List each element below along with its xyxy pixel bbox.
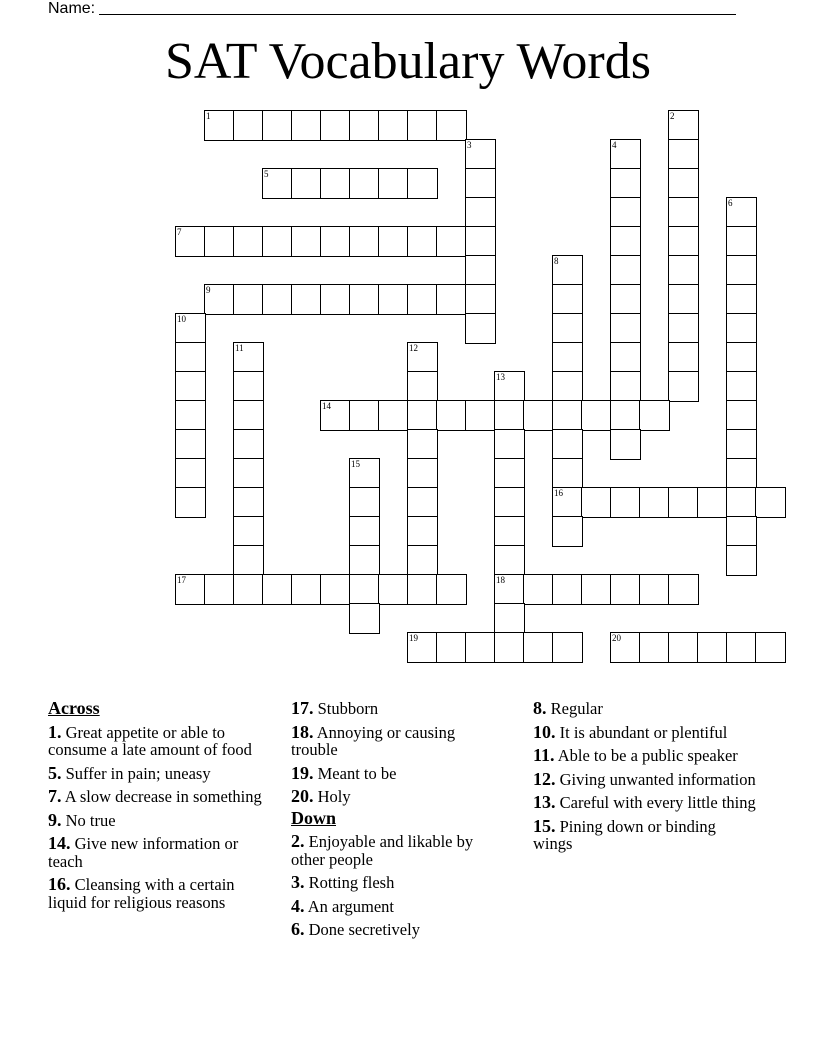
across-clue <box>48 762 276 783</box>
grid-cell[interactable] <box>610 574 641 605</box>
grid-cell[interactable] <box>552 632 583 663</box>
grid-cell[interactable] <box>465 226 496 257</box>
clue-number-label: 6. <box>291 919 305 939</box>
clue-text: Stubborn <box>313 699 379 718</box>
grid-cell[interactable] <box>523 574 554 605</box>
clue-number: 5 <box>264 169 269 179</box>
clue-number-label: 3. <box>291 872 305 892</box>
clue-number: 19 <box>409 633 418 643</box>
grid-cell[interactable] <box>233 400 264 431</box>
grid-cell[interactable] <box>465 168 496 199</box>
across-clue <box>291 788 491 806</box>
grid-cell[interactable] <box>668 313 699 344</box>
grid-cell[interactable] <box>378 284 409 315</box>
grid-cell[interactable] <box>494 458 525 489</box>
grid-cell[interactable] <box>610 226 641 257</box>
grid-cell[interactable] <box>755 487 786 518</box>
grid-cell[interactable] <box>465 139 496 170</box>
grid-cell[interactable] <box>378 226 409 257</box>
clue-number: 11 <box>235 343 244 353</box>
grid-cell[interactable] <box>291 284 322 315</box>
clue-number-label: 7. <box>48 786 62 806</box>
down-clue <box>533 700 758 718</box>
name-line-rule[interactable] <box>99 0 736 15</box>
grid-cell[interactable] <box>668 139 699 170</box>
clue-number-label: 1. <box>48 721 62 742</box>
clue-text: No true <box>61 810 116 830</box>
grid-cell[interactable] <box>291 226 322 257</box>
name-field[interactable] <box>48 0 736 18</box>
grid-cell[interactable] <box>494 632 525 663</box>
across-clue <box>291 700 491 718</box>
down-clue <box>291 895 491 916</box>
clue-text: Regular <box>546 699 603 718</box>
grid-cell[interactable] <box>436 632 467 663</box>
clue-number-label: 14. <box>48 833 71 853</box>
grid-cell[interactable] <box>668 168 699 199</box>
clue-number-label: 16. <box>48 874 71 894</box>
grid-cell[interactable] <box>726 371 757 402</box>
grid-cell[interactable] <box>233 545 264 576</box>
grid-cell[interactable] <box>726 400 757 431</box>
clue-text: Enjoyable and likable by other people <box>291 832 474 869</box>
grid-cell[interactable] <box>349 284 380 315</box>
grid-cell[interactable] <box>233 371 264 402</box>
clue-number: 1 <box>206 111 211 121</box>
grid-cell[interactable] <box>494 516 525 547</box>
clue-text: Annoying or causing trouble <box>291 722 456 759</box>
grid-cell[interactable] <box>320 574 351 605</box>
clue-number-label: 17. <box>291 698 314 718</box>
grid-cell[interactable] <box>465 284 496 315</box>
grid-cell[interactable] <box>378 400 409 431</box>
down-clue <box>291 833 491 868</box>
clue-number-label: 2. <box>291 831 305 851</box>
clue-number-label: 15. <box>533 815 556 836</box>
grid-cell[interactable] <box>726 516 757 547</box>
clues-column-2 <box>291 700 491 945</box>
down-clue-list-continued <box>533 700 758 853</box>
grid-cell[interactable] <box>320 226 351 257</box>
clue-number: 8 <box>554 256 559 266</box>
grid-cell[interactable] <box>262 226 293 257</box>
clue-number: 9 <box>206 285 211 295</box>
clue-text: Meant to be <box>313 763 397 783</box>
grid-cell[interactable] <box>552 313 583 344</box>
grid-cell[interactable] <box>175 226 206 257</box>
across-clue-list-continued <box>291 700 491 806</box>
grid-cell[interactable] <box>233 226 264 257</box>
clue-number: 10 <box>177 314 186 324</box>
grid-cell[interactable] <box>320 400 351 431</box>
grid-cell[interactable] <box>349 168 380 199</box>
clue-text: Give new information or teach <box>48 834 239 871</box>
grid-cell[interactable] <box>349 110 380 141</box>
grid-cell[interactable] <box>262 574 293 605</box>
clue-number: 13 <box>496 372 505 382</box>
grid-cell[interactable] <box>204 574 235 605</box>
grid-cell[interactable] <box>668 255 699 286</box>
grid-cell[interactable] <box>291 168 322 199</box>
grid-cell[interactable] <box>668 197 699 228</box>
grid-cell[interactable] <box>726 197 757 228</box>
across-clue <box>48 835 276 870</box>
clue-number: 3 <box>467 140 472 150</box>
across-heading: Across <box>48 698 100 718</box>
down-clue <box>533 721 758 742</box>
clue-number: 14 <box>322 401 331 411</box>
grid-cell[interactable] <box>610 255 641 286</box>
grid-cell[interactable] <box>407 226 438 257</box>
grid-cell[interactable] <box>610 371 641 402</box>
grid-cell[interactable] <box>436 110 467 141</box>
clue-number: 4 <box>612 140 617 150</box>
grid-cell[interactable] <box>697 487 728 518</box>
grid-cell[interactable] <box>407 342 438 373</box>
grid-cell[interactable] <box>726 313 757 344</box>
grid-cell[interactable] <box>523 632 554 663</box>
clue-number-label: 13. <box>533 792 556 812</box>
clue-text: Pining down or binding wings <box>533 816 716 853</box>
grid-cell[interactable] <box>639 487 670 518</box>
grid-cell[interactable] <box>494 400 525 431</box>
grid-cell[interactable] <box>668 574 699 605</box>
clue-text: Able to be a public speaker <box>554 746 738 765</box>
grid-cell[interactable] <box>320 110 351 141</box>
grid-cell[interactable] <box>233 284 264 315</box>
clue-number: 18 <box>496 575 505 585</box>
grid-cell[interactable] <box>175 342 206 373</box>
clue-text: A slow decrease in something <box>61 787 262 806</box>
grid-cell[interactable] <box>436 284 467 315</box>
grid-cell[interactable] <box>233 458 264 489</box>
across-clue <box>48 876 276 911</box>
clue-text: Suffer in pain; uneasy <box>61 763 211 783</box>
clue-text: Careful with every little thing <box>555 793 756 812</box>
grid-cell[interactable] <box>494 574 525 605</box>
grid-cell[interactable] <box>552 516 583 547</box>
grid-cell[interactable] <box>494 603 525 634</box>
across-clue <box>48 809 276 830</box>
down-clue <box>291 874 491 892</box>
grid-cell[interactable] <box>668 226 699 257</box>
grid-cell[interactable] <box>552 255 583 286</box>
grid-cell[interactable] <box>639 400 670 431</box>
grid-cell[interactable] <box>262 284 293 315</box>
grid-cell[interactable] <box>610 313 641 344</box>
grid-cell[interactable] <box>407 110 438 141</box>
grid-cell[interactable] <box>233 574 264 605</box>
clue-number: 6 <box>728 198 733 208</box>
clue-number-label: 10. <box>533 721 556 742</box>
clue-number: 20 <box>612 633 621 643</box>
grid-cell[interactable] <box>291 574 322 605</box>
grid-cell[interactable] <box>726 342 757 373</box>
across-clue-list <box>48 721 276 912</box>
clue-text: An argument <box>304 896 395 916</box>
across-clue <box>48 788 276 806</box>
grid-cell[interactable] <box>523 400 554 431</box>
grid-cell[interactable] <box>407 545 438 576</box>
clue-number-label: 18. <box>291 721 314 742</box>
name-label: Name: <box>48 0 96 17</box>
grid-cell[interactable] <box>610 284 641 315</box>
grid-cell[interactable] <box>668 110 699 141</box>
grid-cell[interactable] <box>494 545 525 576</box>
grid-cell[interactable] <box>552 458 583 489</box>
across-clue <box>291 721 491 759</box>
grid-cell[interactable] <box>610 429 641 460</box>
clue-number: 7 <box>177 227 182 237</box>
down-heading: Down <box>291 807 337 828</box>
clue-number-label: 5. <box>48 762 62 783</box>
grid-cell[interactable] <box>349 574 380 605</box>
grid-cell[interactable] <box>726 458 757 489</box>
grid-cell[interactable] <box>175 429 206 460</box>
grid-cell[interactable] <box>349 516 380 547</box>
clue-text: Rotting flesh <box>304 873 395 892</box>
grid-cell[interactable] <box>175 487 206 518</box>
grid-cell[interactable] <box>378 574 409 605</box>
grid-cell[interactable] <box>407 458 438 489</box>
grid-cell[interactable] <box>465 400 496 431</box>
clue-number-label: 12. <box>533 768 556 789</box>
grid-cell[interactable] <box>552 574 583 605</box>
clue-number-label: 4. <box>291 895 305 916</box>
grid-cell[interactable] <box>581 400 612 431</box>
clues-column-1 <box>48 700 276 917</box>
grid-cell[interactable] <box>291 110 322 141</box>
clue-number-label: 20. <box>291 786 314 806</box>
grid-cell[interactable] <box>697 632 728 663</box>
grid-cell[interactable] <box>581 487 612 518</box>
grid-cell[interactable] <box>233 110 264 141</box>
grid-cell[interactable] <box>552 371 583 402</box>
grid-cell[interactable] <box>494 429 525 460</box>
grid-cell[interactable] <box>320 168 351 199</box>
grid-cell[interactable] <box>407 371 438 402</box>
grid-cell[interactable] <box>552 284 583 315</box>
grid-cell[interactable] <box>436 574 467 605</box>
grid-cell[interactable] <box>204 110 235 141</box>
grid-cell[interactable] <box>668 487 699 518</box>
down-clue <box>533 815 758 853</box>
clue-number: 2 <box>670 111 675 121</box>
grid-cell[interactable] <box>378 168 409 199</box>
grid-cell[interactable] <box>349 458 380 489</box>
grid-cell[interactable] <box>639 574 670 605</box>
grid-cell[interactable] <box>320 284 351 315</box>
grid-cell[interactable] <box>465 313 496 344</box>
grid-cell[interactable] <box>581 574 612 605</box>
across-clue <box>291 762 491 783</box>
grid-cell[interactable] <box>175 313 206 344</box>
grid-cell[interactable] <box>639 632 670 663</box>
down-clue <box>533 747 758 765</box>
grid-cell[interactable] <box>175 458 206 489</box>
grid-cell[interactable] <box>204 226 235 257</box>
grid-cell[interactable] <box>233 342 264 373</box>
grid-cell[interactable] <box>726 545 757 576</box>
grid-cell[interactable] <box>407 574 438 605</box>
grid-cell[interactable] <box>668 632 699 663</box>
clue-text: It is abundant or plentiful <box>555 722 728 742</box>
grid-cell[interactable] <box>349 487 380 518</box>
grid-cell[interactable] <box>204 284 235 315</box>
grid-cell[interactable] <box>175 371 206 402</box>
grid-cell[interactable] <box>407 400 438 431</box>
grid-cell[interactable] <box>407 429 438 460</box>
clue-number-label: 19. <box>291 762 314 783</box>
clue-number: 15 <box>351 459 360 469</box>
grid-cell[interactable] <box>262 168 293 199</box>
across-clue <box>48 721 276 759</box>
grid-cell[interactable] <box>726 632 757 663</box>
grid-cell[interactable] <box>552 487 583 518</box>
grid-cell[interactable] <box>349 226 380 257</box>
grid-cell[interactable] <box>175 400 206 431</box>
grid-cell[interactable] <box>494 371 525 402</box>
grid-cell[interactable] <box>726 284 757 315</box>
grid-cell[interactable] <box>233 516 264 547</box>
clue-number-label: 11. <box>533 745 555 765</box>
grid-cell[interactable] <box>465 632 496 663</box>
grid-cell[interactable] <box>552 342 583 373</box>
grid-cell[interactable] <box>465 197 496 228</box>
grid-cell[interactable] <box>610 197 641 228</box>
down-clue <box>533 768 758 789</box>
grid-cell[interactable] <box>465 255 496 286</box>
grid-cell[interactable] <box>552 429 583 460</box>
grid-cell[interactable] <box>349 400 380 431</box>
grid-cell[interactable] <box>436 400 467 431</box>
grid-cell[interactable] <box>407 487 438 518</box>
grid-cell[interactable] <box>436 226 467 257</box>
grid-cell[interactable] <box>552 400 583 431</box>
clue-number: 16 <box>554 488 563 498</box>
grid-cell[interactable] <box>349 545 380 576</box>
grid-cell[interactable] <box>407 516 438 547</box>
clue-text: Great appetite or able to consume a late amount of food <box>48 722 252 759</box>
grid-cell[interactable] <box>726 226 757 257</box>
grid-cell[interactable] <box>726 255 757 286</box>
down-clue <box>291 921 491 939</box>
grid-cell[interactable] <box>262 110 293 141</box>
clue-text: Done secretively <box>304 920 420 939</box>
clue-number-label: 9. <box>48 809 62 830</box>
clue-text: Cleansing with a certain liquid for religious reasons <box>48 875 235 912</box>
grid-cell[interactable] <box>407 168 438 199</box>
down-clue <box>533 794 758 812</box>
grid-cell[interactable] <box>407 284 438 315</box>
clues-column-3 <box>533 700 758 859</box>
clue-text: Holy <box>313 787 351 806</box>
grid-cell[interactable] <box>668 284 699 315</box>
grid-cell[interactable] <box>610 487 641 518</box>
grid-cell[interactable] <box>610 632 641 663</box>
grid-cell[interactable] <box>407 632 438 663</box>
grid-cell[interactable] <box>668 371 699 402</box>
grid-cell[interactable] <box>494 487 525 518</box>
grid-cell[interactable] <box>378 110 409 141</box>
grid-cell[interactable] <box>175 574 206 605</box>
grid-cell[interactable] <box>233 429 264 460</box>
grid-cell[interactable] <box>668 342 699 373</box>
grid-cell[interactable] <box>233 487 264 518</box>
grid-cell[interactable] <box>755 632 786 663</box>
down-clue-list <box>291 833 491 939</box>
clue-text: Giving unwanted information <box>555 769 756 789</box>
grid-cell[interactable] <box>610 342 641 373</box>
grid-cell[interactable] <box>610 168 641 199</box>
clue-number-label: 8. <box>533 698 547 718</box>
page-title: SAT Vocabulary Words <box>165 33 651 90</box>
grid-cell[interactable] <box>726 487 757 518</box>
grid-cell[interactable] <box>610 139 641 170</box>
clue-number: 17 <box>177 575 186 585</box>
grid-cell[interactable] <box>610 400 641 431</box>
clue-number: 12 <box>409 343 418 353</box>
grid-cell[interactable] <box>349 603 380 634</box>
grid-cell[interactable] <box>726 429 757 460</box>
